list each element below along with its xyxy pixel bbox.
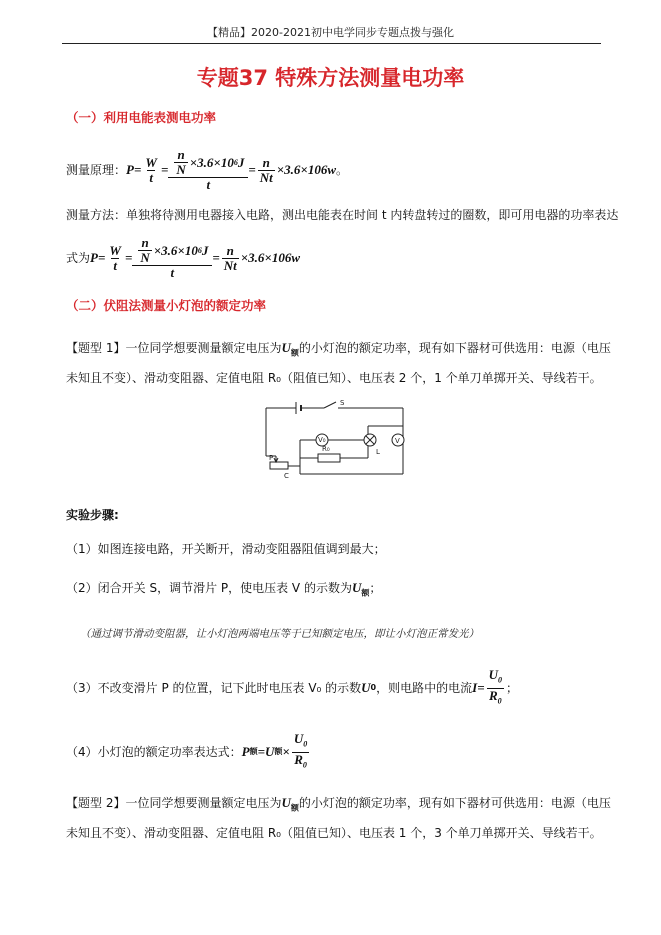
frac-num-energy (170, 148, 246, 177)
v-label: V (395, 437, 400, 445)
frac-den-t: t (113, 257, 117, 273)
step2-end: ； (369, 581, 382, 595)
q2-text-post: 的小灯泡的额定功率，现有如下器材可供选用：电源（电压 (298, 796, 611, 810)
formula-eq: = (97, 250, 106, 265)
period: 。 (336, 163, 349, 177)
fraction-w-over-t (107, 244, 123, 273)
formula-eq: = (212, 250, 220, 265)
step3-text: （3）不改变滑片 P 的位置，记下此时电压表 V₀ 的示数 (66, 681, 362, 696)
question2-line-2: 未知且不变）、滑动变阻器、定值电阻 R₀（阻值已知）、电压表 1 个，3 个单刀单掷开关、导线若干。 (66, 826, 602, 840)
sub-rated: 额 (290, 348, 299, 358)
sub-zero: 0 (498, 675, 503, 685)
var-u: U (281, 795, 291, 810)
sub-rated: 额 (361, 588, 370, 598)
frac-num-energy (134, 236, 210, 265)
formula-eq: = (257, 744, 266, 760)
principle-line (66, 148, 348, 192)
v0-label: V₀ (318, 436, 326, 444)
frac-den-r0 (292, 752, 309, 773)
c-label: C (284, 472, 289, 480)
frac-num-n: n (226, 242, 234, 258)
r0-label: R₀ (322, 445, 330, 453)
step2-text: （2）闭合开关 S，调节滑片 P，使电压表 V 的示数为 (66, 581, 352, 595)
times-const: ×3.6×10 (189, 154, 234, 170)
formula-p: P (90, 250, 98, 265)
method-label: 式为 (66, 251, 91, 265)
q2-text-pre: 【题型 2】一位同学想要测量额定电压为 (66, 796, 282, 810)
unit-w: w (291, 250, 301, 265)
var-r: R (488, 687, 498, 703)
var-u: U (281, 340, 291, 355)
section-heading-energy-meter: （一）利用电能表测电功率 (66, 110, 217, 125)
frac-num-n: n (262, 154, 270, 170)
step-2-note: （通过调节滑动变阻器，让小灯泡两端电压等于已知额定电压，即让小灯泡正常发光） (80, 628, 479, 640)
frac-den-N: N (140, 250, 150, 265)
var-u: U (361, 680, 371, 696)
formula-p: P (126, 162, 134, 177)
fraction-u0-over-r0 (487, 668, 504, 708)
frac-num-w: W (109, 242, 121, 258)
unit-w: w (327, 162, 337, 177)
step4-text: （4）小灯泡的额定功率表达式： (66, 745, 242, 760)
step3-mid: ，则电路中的电流 (376, 681, 473, 696)
fraction-energy-over-time (134, 236, 210, 280)
frac-num-w: W (145, 154, 157, 170)
frac-den-Nt: Nt (223, 257, 237, 273)
frac-den-Nt: Nt (259, 169, 273, 185)
header-divider (62, 43, 601, 44)
frac-num-n: n (141, 235, 149, 250)
times-const: ×3.6×10 (240, 250, 285, 265)
var-u: U (265, 744, 275, 760)
formula-eq: = (477, 680, 485, 696)
sub-zero: 0 (302, 760, 307, 770)
step-4: （4）小灯泡的额定功率表达式： P 额 = U 额 × $\frac{U_0}{R_0}$ (66, 732, 311, 772)
frac-num-u0 (292, 732, 309, 752)
var-u: U (488, 667, 499, 682)
frac-num-u0 (487, 668, 504, 688)
sub-zero: 0 (303, 739, 308, 749)
q1-text-post: 的小灯泡的额定功率，现有如下器材可供选用：电源（电压 (298, 341, 611, 355)
unit-j: J (201, 242, 209, 258)
frac-num-n: n (177, 147, 185, 162)
var-p: P (241, 744, 250, 760)
steps-title: 实验步骤: (66, 508, 119, 522)
formula-eq: = (124, 250, 133, 265)
sub-zero: 0 (370, 683, 377, 693)
fraction-u0-over-r0 (292, 732, 309, 772)
fraction-energy-over-time (170, 148, 246, 192)
q1-text-pre: 【题型 1】一位同学想要测量额定电压为 (66, 341, 282, 355)
fraction-n-over-Nt (222, 244, 239, 273)
sub-rated: 额 (290, 803, 299, 813)
step-2 (66, 579, 381, 602)
var-u: U (293, 731, 304, 746)
method-line-1: 测量方法：单独将待测用电器接入电路，测出电能表在时间 t 内转盘转过的圈数，即可用电器的功率表达 (66, 208, 619, 222)
method-line-2 (66, 236, 300, 280)
unit-j: J (237, 154, 245, 170)
step-3 (66, 668, 518, 708)
section-heading-voltmeter-method: （二）伏阻法测量小灯泡的额定功率 (66, 298, 267, 313)
var-r: R (294, 751, 303, 767)
lamp-label: L (376, 448, 380, 456)
exponent: 6 (320, 162, 328, 177)
frac-den-t: t (168, 177, 248, 192)
exponent: 6 (197, 245, 202, 255)
rheostat-icon (270, 462, 288, 469)
var-i: I (472, 680, 478, 696)
sub-rated: 额 (274, 747, 283, 757)
fraction-n-over-Nt (258, 156, 275, 185)
times-const: ×3.6×10 (276, 162, 321, 177)
question2-line-1 (66, 794, 611, 817)
exponent: 6 (233, 157, 238, 167)
fraction-n-over-N (174, 148, 187, 177)
times-const: ×3.6×10 (153, 242, 198, 258)
sub-zero: 0 (497, 696, 502, 706)
formula-eq: = (133, 162, 142, 177)
page-title: 专题37 特殊方法测量电功率 (196, 66, 465, 90)
formula-eq: = (160, 162, 169, 177)
frac-den-t: t (149, 169, 153, 185)
page-header: 【精品】2020-2021初中电学同步专题点拨与强化 (207, 26, 454, 39)
p-label: P (269, 454, 274, 462)
sub-rated: 额 (249, 747, 258, 757)
exponent: 6 (284, 250, 292, 265)
step3-end: ； (506, 681, 519, 696)
resistor-icon (318, 454, 340, 462)
formula-eq: = (248, 162, 256, 177)
switch-icon (324, 402, 336, 408)
circuit-diagram (258, 396, 408, 484)
step-1: （1）如图连接电路，开关断开，滑动变阻器阻值调到最大； (66, 542, 386, 556)
fraction-n-over-N (138, 236, 151, 265)
frac-den-r0 (487, 688, 504, 709)
principle-label: 测量原理： (66, 163, 127, 177)
frac-den-N: N (176, 162, 186, 177)
fraction-w-over-t (143, 156, 159, 185)
question1-line-1 (66, 339, 611, 362)
switch-label: S (340, 399, 345, 407)
question1-line-2: 未知且不变）、滑动变阻器、定值电阻 R₀（阻值已知）、电压表 2 个，1 个单刀单掷开关、导线若干。 (66, 371, 602, 385)
frac-den-t: t (132, 265, 212, 280)
var-u: U (351, 580, 362, 595)
